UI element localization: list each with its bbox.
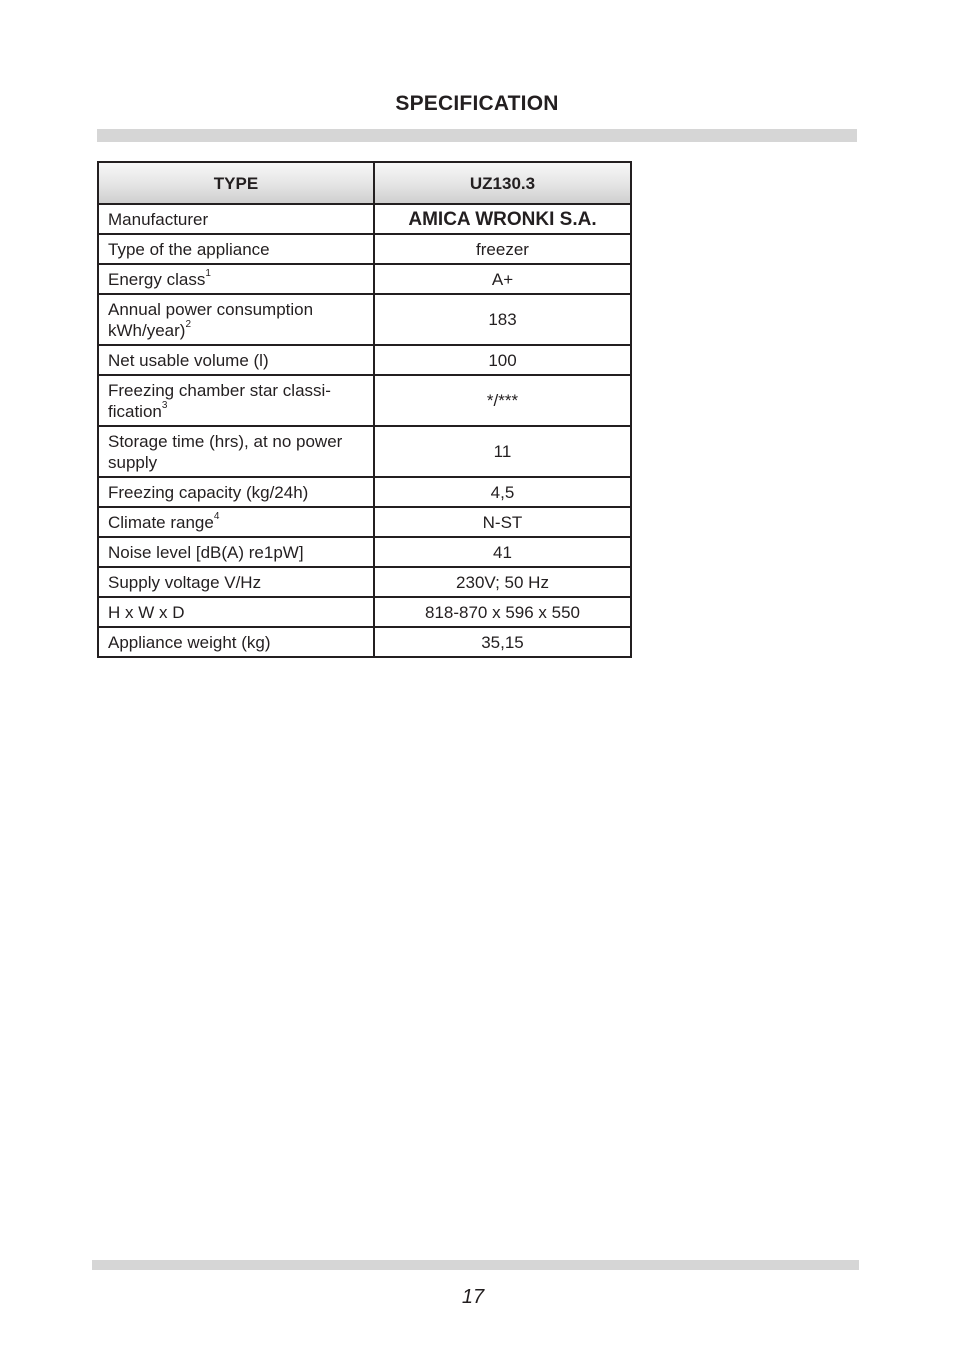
table-header-row: [98, 162, 631, 204]
table-row: [98, 597, 631, 627]
row-label: Freezing capacity (kg/24h): [98, 477, 374, 507]
table-row: [98, 375, 631, 426]
page-number: 17: [461, 1286, 485, 1308]
table-row: [98, 477, 631, 507]
row-value: N-ST: [374, 507, 631, 537]
header-model-cell: UZ130.3: [374, 162, 631, 204]
row-value: */***: [374, 375, 631, 426]
footnote-marker: 4: [213, 510, 220, 522]
row-label: Freezing chamber star classi-fication$^3$: [98, 375, 374, 426]
row-label: Type of the appliance: [98, 234, 374, 264]
row-value: 818-870 x 596 x 550: [374, 597, 631, 627]
table-row: [98, 507, 631, 537]
row-label: Climate range$^4$: [98, 507, 374, 537]
bottom-divider-bar: [92, 1260, 859, 1270]
table-row: [98, 294, 631, 345]
page-title: SPECIFICATION: [395, 92, 559, 115]
row-label: Annual power consumption kWh/year)$^2$: [98, 294, 374, 345]
table-row: [98, 567, 631, 597]
table-row: [98, 345, 631, 375]
row-value: 4,5: [374, 477, 631, 507]
row-value: 230V; 50 Hz: [374, 567, 631, 597]
row-value: 100: [374, 345, 631, 375]
row-label: Storage time (hrs), at no power supply: [98, 426, 374, 477]
top-divider-bar: [97, 129, 857, 142]
table-row: [98, 234, 631, 264]
row-value: 183: [374, 294, 631, 345]
footnote-marker: 2: [185, 318, 192, 330]
row-value: freezer: [374, 234, 631, 264]
row-label: Noise level [dB(A) re1pW]: [98, 537, 374, 567]
row-label: H x W x D: [98, 597, 374, 627]
specification-table: [97, 161, 632, 658]
row-label: Manufacturer: [98, 204, 374, 234]
table-row: [98, 426, 631, 477]
row-value: AMICA WRONKI S.A.: [374, 204, 631, 234]
footnote-marker: 3: [161, 399, 168, 411]
footnote-marker: 1: [205, 267, 211, 279]
row-label: Net usable volume (l): [98, 345, 374, 375]
table-row: [98, 537, 631, 567]
row-value: 11: [374, 426, 631, 477]
row-value: 41: [374, 537, 631, 567]
row-label: Supply voltage V/Hz: [98, 567, 374, 597]
table-row: [98, 627, 631, 657]
row-value: 35,15: [374, 627, 631, 657]
row-label: Appliance weight (kg): [98, 627, 374, 657]
header-type-cell: TYPE: [98, 162, 374, 204]
table-row: [98, 264, 631, 294]
row-value: A+: [374, 264, 631, 294]
row-label: Energy class$^1$: [98, 264, 374, 294]
table-row: [98, 204, 631, 234]
